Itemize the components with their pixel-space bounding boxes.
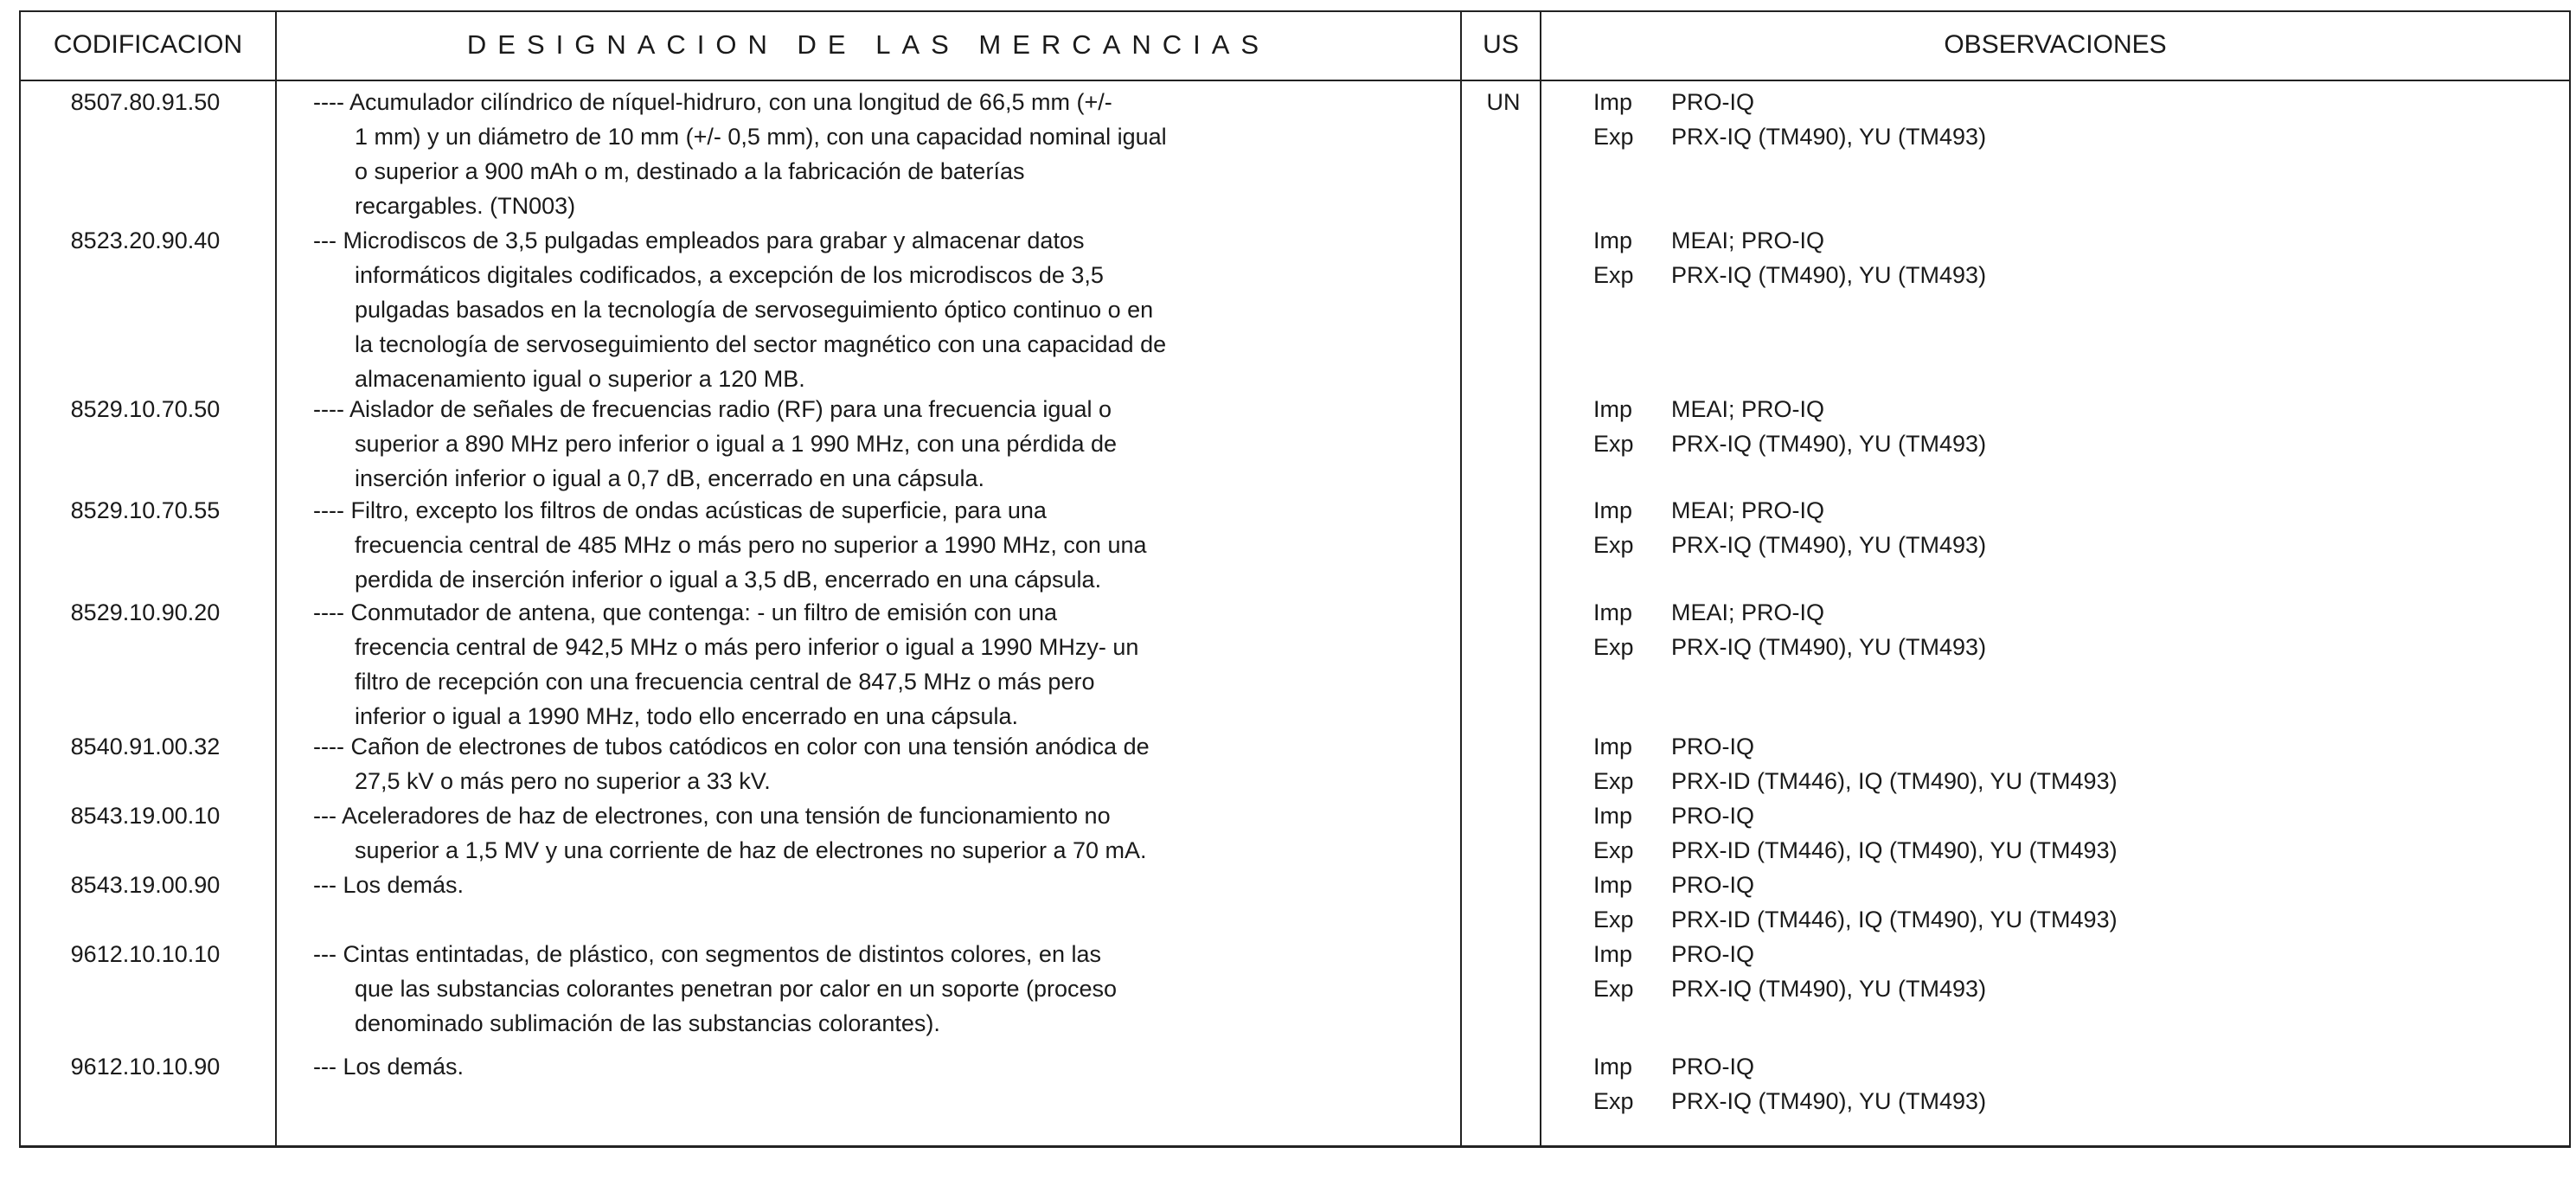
observation-kind: Imp bbox=[1593, 872, 1633, 898]
description-cell bbox=[313, 493, 1334, 597]
description-line: superior a 1,5 MV y una corriente de haz de electrones no superior a 70 mA. bbox=[355, 837, 1147, 863]
description-line: ---- Acumulador cilíndrico de níquel-hidruro, con una longitud de 66,5 mm (+/- bbox=[313, 89, 1112, 115]
observations-cell bbox=[1593, 729, 2545, 798]
description-cell bbox=[313, 1049, 1334, 1084]
description-line: --- Los demás. bbox=[313, 1054, 465, 1080]
observation-line bbox=[1593, 392, 2545, 426]
observation-value: PRX-ID (TM446), IQ (TM490), YU (TM493) bbox=[1671, 768, 2118, 794]
description-line: ---- Cañon de electrones de tubos catódicos en color con una tensión anódica de bbox=[313, 734, 1150, 759]
observation-value: PRO-IQ bbox=[1671, 803, 1755, 829]
description-line: inserción inferior o igual a 0,7 dB, encerrado en una cápsula. bbox=[355, 465, 984, 491]
observations-cell bbox=[1593, 798, 2545, 868]
observation-kind: Exp bbox=[1593, 1088, 1634, 1114]
observation-kind: Imp bbox=[1593, 396, 1633, 422]
observations-cell bbox=[1593, 392, 2545, 461]
observation-line bbox=[1593, 937, 2545, 971]
observation-line bbox=[1593, 764, 2545, 798]
description-line: frecencia central de 942,5 MHz o más pero inferior o igual a 1990 MHzy- un bbox=[355, 634, 1139, 660]
code-cell: 8523.20.90.40 bbox=[70, 228, 221, 253]
observation-value: MEAI; PRO-IQ bbox=[1671, 599, 1825, 625]
header-codificacion: CODIFICACION bbox=[53, 30, 243, 59]
description-cell bbox=[313, 729, 1334, 798]
observation-kind: Imp bbox=[1593, 89, 1633, 115]
observation-value: PRX-IQ (TM490), YU (TM493) bbox=[1671, 124, 1987, 150]
column-divider-designacion bbox=[1460, 10, 1462, 1145]
observation-line bbox=[1593, 868, 2545, 902]
description-line: ---- Aislador de señales de frecuencias radio (RF) para una frecuencia igual o bbox=[313, 396, 1112, 422]
description-line: que las substancias colorantes penetran por calor en un soporte (proceso bbox=[355, 976, 1118, 1002]
observation-value: PRX-IQ (TM490), YU (TM493) bbox=[1671, 634, 1987, 660]
observation-value: PRO-IQ bbox=[1671, 734, 1755, 759]
observation-line bbox=[1593, 729, 2545, 764]
code-cell: 8543.19.00.90 bbox=[70, 872, 221, 898]
code-cell: 8529.10.90.20 bbox=[70, 599, 221, 625]
description-cell bbox=[313, 798, 1334, 868]
header-bottom-border bbox=[19, 80, 2571, 81]
observation-line bbox=[1593, 1049, 2545, 1084]
code-cell: 8529.10.70.50 bbox=[70, 396, 221, 422]
observation-kind: Imp bbox=[1593, 599, 1633, 625]
code-cell: 9612.10.10.90 bbox=[70, 1054, 221, 1080]
observation-kind: Imp bbox=[1593, 228, 1633, 253]
observation-kind: Exp bbox=[1593, 124, 1634, 150]
description-cell bbox=[313, 223, 1334, 396]
observation-value: PRO-IQ bbox=[1671, 89, 1755, 115]
observation-kind: Exp bbox=[1593, 976, 1634, 1002]
observation-value: PRX-IQ (TM490), YU (TM493) bbox=[1671, 431, 1987, 457]
observation-line bbox=[1593, 902, 2545, 937]
tariff-table bbox=[19, 10, 2571, 1147]
description-cell bbox=[313, 937, 1334, 1041]
description-line: ---- Filtro, excepto los filtros de ondas acústicas de superficie, para una bbox=[313, 497, 1047, 523]
description-line: la tecnología de servoseguimiento del sector magnético con una capacidad de bbox=[355, 331, 1167, 357]
observation-line bbox=[1593, 595, 2545, 630]
header-designacion: DESIGNACION DE LAS MERCANCIAS bbox=[466, 29, 1271, 60]
observations-cell bbox=[1593, 937, 2545, 1006]
code-cell: 9612.10.10.10 bbox=[70, 941, 221, 967]
description-line: --- Aceleradores de haz de electrones, con una tensión de funcionamiento no bbox=[313, 803, 1111, 829]
code-cell: 8507.80.91.50 bbox=[70, 89, 221, 115]
observation-value: PRX-ID (TM446), IQ (TM490), YU (TM493) bbox=[1671, 907, 2118, 932]
description-cell bbox=[313, 85, 1334, 223]
observation-line bbox=[1593, 833, 2545, 868]
code-cell: 8543.19.00.10 bbox=[70, 803, 221, 829]
header-observaciones: OBSERVACIONES bbox=[1944, 30, 2167, 59]
observation-line bbox=[1593, 426, 2545, 461]
observation-kind: Imp bbox=[1593, 497, 1633, 523]
description-line: --- Cintas entintadas, de plástico, con segmentos de distintos colores, en las bbox=[313, 941, 1101, 967]
description-line: perdida de inserción inferior o igual a 3,5 dB, encerrado en una cápsula. bbox=[355, 567, 1102, 593]
observation-value: PRX-IQ (TM490), YU (TM493) bbox=[1671, 1088, 1987, 1114]
observation-kind: Exp bbox=[1593, 907, 1634, 932]
description-line: recargables. (TN003) bbox=[355, 193, 576, 219]
code-cell: 8540.91.00.32 bbox=[70, 734, 221, 759]
description-line: 1 mm) y un diámetro de 10 mm (+/- 0,5 mm), con una capacidad nominal igual bbox=[355, 124, 1167, 150]
observation-value: PRO-IQ bbox=[1671, 941, 1755, 967]
description-line: informáticos digitales codificados, a excepción de los microdiscos de 3,5 bbox=[355, 262, 1104, 288]
observation-value: PRX-IQ (TM490), YU (TM493) bbox=[1671, 262, 1987, 288]
table-bottom-border bbox=[19, 1145, 2571, 1148]
description-cell bbox=[313, 595, 1334, 734]
description-line: pulgadas basados en la tecnología de servoseguimiento óptico continuo o en bbox=[355, 297, 1154, 323]
observation-value: PRO-IQ bbox=[1671, 872, 1755, 898]
observation-kind: Imp bbox=[1593, 734, 1633, 759]
description-line: almacenamiento igual o superior a 120 MB. bbox=[355, 366, 805, 392]
observation-line bbox=[1593, 1084, 2545, 1118]
observation-line bbox=[1593, 119, 2545, 154]
observations-cell bbox=[1593, 595, 2545, 664]
observation-kind: Exp bbox=[1593, 768, 1634, 794]
description-line: frecuencia central de 485 MHz o más pero no superior a 1990 MHz, con una bbox=[355, 532, 1147, 558]
observation-line bbox=[1593, 493, 2545, 528]
observation-line bbox=[1593, 971, 2545, 1006]
description-line: inferior o igual a 1990 MHz, todo ello encerrado en una cápsula. bbox=[355, 703, 1018, 729]
observations-cell bbox=[1593, 223, 2545, 292]
observation-value: PRX-IQ (TM490), YU (TM493) bbox=[1671, 532, 1987, 558]
observation-value: PRX-IQ (TM490), YU (TM493) bbox=[1671, 976, 1987, 1002]
column-divider-codificacion bbox=[275, 10, 277, 1145]
observation-kind: Exp bbox=[1593, 634, 1634, 660]
description-cell bbox=[313, 392, 1334, 496]
observations-cell bbox=[1593, 1049, 2545, 1118]
observation-value: PRX-ID (TM446), IQ (TM490), YU (TM493) bbox=[1671, 837, 2118, 863]
observation-kind: Exp bbox=[1593, 431, 1634, 457]
description-line: --- Los demás. bbox=[313, 872, 465, 898]
observation-line bbox=[1593, 258, 2545, 292]
description-line: 27,5 kV o más pero no superior a 33 kV. bbox=[355, 768, 771, 794]
header-us: US bbox=[1483, 30, 1519, 59]
observation-line bbox=[1593, 630, 2545, 664]
observation-line bbox=[1593, 85, 2545, 119]
observations-cell bbox=[1593, 85, 2545, 154]
observation-value: MEAI; PRO-IQ bbox=[1671, 497, 1825, 523]
observation-kind: Imp bbox=[1593, 803, 1633, 829]
observation-value: PRO-IQ bbox=[1671, 1054, 1755, 1080]
observation-kind: Exp bbox=[1593, 837, 1634, 863]
observation-line bbox=[1593, 798, 2545, 833]
description-line: o superior a 900 mAh o m, destinado a la fabricación de baterías bbox=[355, 158, 1025, 184]
observation-line bbox=[1593, 223, 2545, 258]
observation-kind: Imp bbox=[1593, 1054, 1633, 1080]
unit-cell: UN bbox=[1486, 89, 1521, 115]
description-cell bbox=[313, 868, 1334, 902]
observation-kind: Exp bbox=[1593, 532, 1634, 558]
description-line: filtro de recepción con una frecuencia central de 847,5 MHz o más pero bbox=[355, 669, 1095, 695]
description-line: superior a 890 MHz pero inferior o igual a 1 990 MHz, con una pérdida de bbox=[355, 431, 1118, 457]
observation-value: MEAI; PRO-IQ bbox=[1671, 396, 1825, 422]
description-line: ---- Conmutador de antena, que contenga: - un filtro de emisión con una bbox=[313, 599, 1058, 625]
observation-value: MEAI; PRO-IQ bbox=[1671, 228, 1825, 253]
column-divider-right bbox=[2569, 10, 2571, 1145]
observation-line bbox=[1593, 528, 2545, 562]
observations-cell bbox=[1593, 868, 2545, 937]
column-divider-left bbox=[19, 10, 21, 1145]
observation-kind: Exp bbox=[1593, 262, 1634, 288]
observations-cell bbox=[1593, 493, 2545, 562]
code-cell: 8529.10.70.55 bbox=[70, 497, 221, 523]
description-line: --- Microdiscos de 3,5 pulgadas empleados para grabar y almacenar datos bbox=[313, 228, 1085, 253]
description-line: denominado sublimación de las substancias colorantes). bbox=[355, 1010, 940, 1036]
column-divider-us bbox=[1540, 10, 1541, 1145]
observation-kind: Imp bbox=[1593, 941, 1633, 967]
